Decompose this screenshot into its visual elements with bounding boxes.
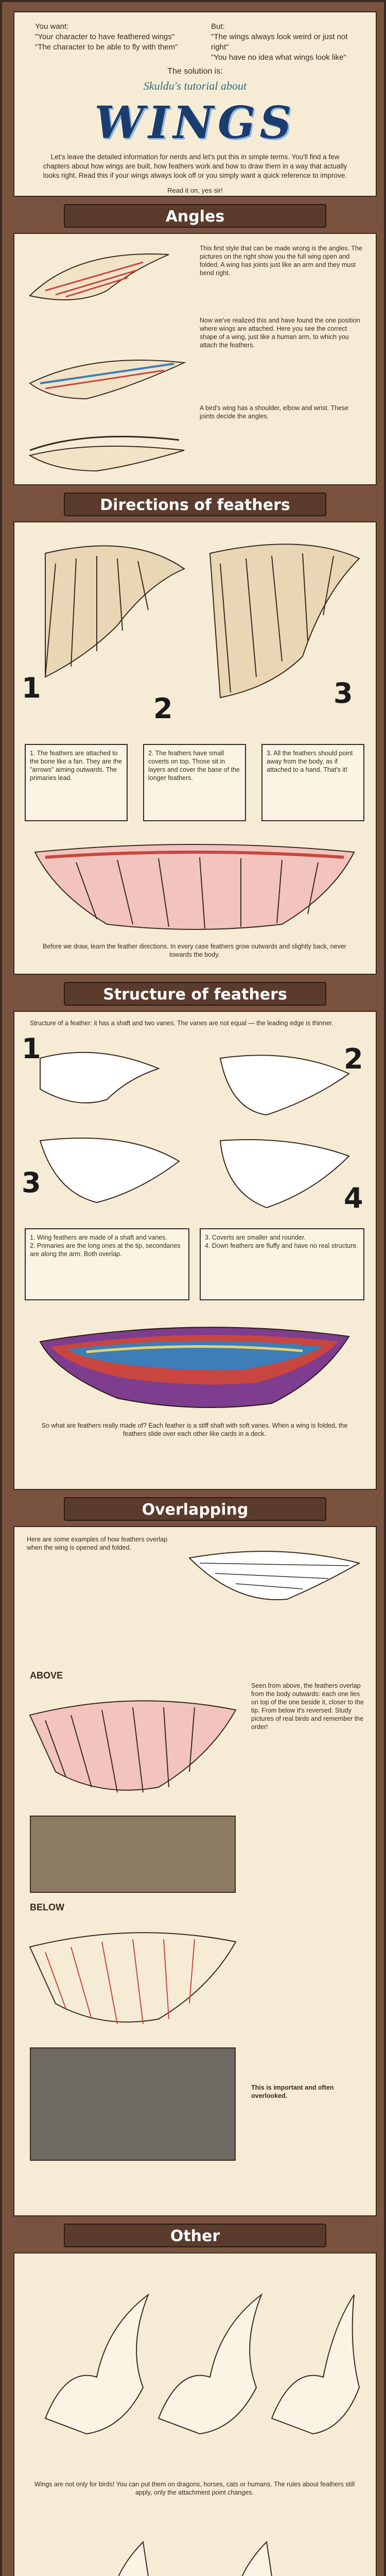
structure-panel	[13, 1011, 377, 1490]
photo-below	[30, 2047, 236, 2161]
directions-panel	[13, 521, 377, 975]
section-banner-overlapping: Overlapping	[64, 1497, 326, 1521]
title-logo: WINGS	[94, 97, 296, 149]
feather-fan-wing-right	[210, 544, 359, 698]
angles-text-3: A bird's wing has a shoulder, elbow and wrist. These joints decide the angles.	[200, 404, 349, 420]
section-banner-directions: Directions of feathers	[64, 493, 326, 516]
caption-3: 3. All the feathers should point away from the body, as if attached to a hand. That's it!	[267, 750, 353, 773]
other-text-1: Wings are not only for birds! You can put them on dragons, horses, cats or humans. The rules about feathers still apply, only the attachment point changes.	[34, 2481, 355, 2496]
below-label: BELOW	[30, 1902, 64, 1912]
quote-right: But: "The wings always look weird or just not right" "You have no idea what wings look like"	[211, 22, 348, 62]
structure-caption-right: 3. Coverts are smaller and rounder. 4. Down feathers are fluffy and have no real structure.	[205, 1234, 358, 1249]
angles-panel	[13, 233, 377, 485]
overlapping-right-text: Seen from above, the feathers overlap from the body outwards: each one lies on top of the one beside it, closer to the tip. From below it's reversed. Study pictures of real birds and remember the order!	[251, 1682, 364, 1731]
header-panel	[13, 11, 377, 197]
section-banner-other: Other	[64, 2224, 326, 2247]
caption-box-3	[261, 744, 364, 821]
structure-caption-left-box	[25, 1228, 189, 1300]
structure-intro: Structure of a feather: it has a shaft and two vanes. The vanes are not equal — the leading edge is thinner.	[30, 1020, 334, 1027]
step-number-1: 1	[22, 672, 41, 704]
directions-illustration	[14, 522, 376, 739]
quote-left: You want: "Your character to have feathered wings" "The character to be able to fly with them"	[35, 22, 178, 52]
structure-caption-right-box	[200, 1228, 364, 1300]
creature-sketches-2	[25, 2521, 364, 2576]
colorful-wing	[35, 1311, 354, 1414]
wing-below-sketch	[25, 1916, 241, 2040]
subtitle: Skuldu's tutorial about	[143, 79, 247, 92]
photo-above	[30, 1816, 236, 1893]
wing-sketch-folded	[30, 360, 184, 399]
caption-box-2	[143, 744, 246, 821]
overlapping-panel	[13, 1526, 377, 2216]
intro-paragraph: Let's leave the detailed information for nerds and let's put this in simple terms. You'll find a few chapters about how wings are built, how feathers work and how to draw them in a way that actually looks right. Read this if your wings always look off or you simply want a quick reference to improve.	[43, 153, 347, 179]
read-on-text: Read it on, yes sir!	[167, 187, 223, 194]
structure-number-4: 4	[344, 1182, 363, 1214]
quote-row	[14, 12, 376, 63]
feather-structure-sketches	[25, 1038, 364, 1223]
angles-text-1: This first style that can be made wrong is the angles. The pictures on the right show you the full wing open and folded. A wing has joints just like an arm and they must bend right.	[200, 245, 362, 277]
overlapping-intro: Here are some examples of how feathers overlap when the wing is opened and folded.	[27, 1536, 168, 1551]
wing-sketch-arm	[30, 436, 184, 471]
caption-box-1	[25, 744, 128, 821]
caption-2: 2. The feathers have small coverts on top. Those sit in layers and cover the base of the longer feathers.	[148, 750, 240, 782]
step-number-3: 3	[334, 677, 353, 709]
overlapping-note: This is important and often overlooked.	[251, 2084, 334, 2099]
wing-above-sketch	[25, 1684, 241, 1808]
step-number-2: 2	[153, 692, 173, 725]
other-panel	[13, 2252, 377, 2576]
section-banner-angles: Angles	[64, 204, 326, 228]
structure-number-2: 2	[344, 1043, 363, 1075]
creature-sketches-1	[25, 2264, 364, 2470]
structure-caption-left: 1. Wing feathers are made of a shaft and vanes. 2. Primaries are the long ones at the tip, secondaries are along the arm. Both overlap.	[30, 1234, 181, 1258]
wing-sketch-open	[30, 254, 169, 300]
solution-line: The solution is:	[167, 67, 223, 76]
full-wing-colored	[25, 832, 364, 935]
angles-text-2: Now we've realized this and have found the one position where wings are attached. Here you see the correct shape of a wing, just like a human arm, to which you attach the feathers.	[200, 317, 360, 349]
structure-number-3: 3	[22, 1166, 41, 1199]
feather-fan-wing	[45, 546, 184, 677]
overlap-sketch-top	[184, 1537, 364, 1615]
above-label: ABOVE	[30, 1670, 63, 1681]
caption-1: 1. The feathers are attached to the bone like a fan. They are the "arrows" aiming outwards. The primaries lead.	[30, 750, 122, 782]
directions-bottom-text: Before we draw, learn the feather directions. In every case feathers grow outwards and slightly back, never towards the body.	[43, 943, 346, 958]
section-banner-structure: Structure of feathers	[64, 982, 326, 1006]
structure-number-1: 1	[22, 1032, 41, 1065]
structure-bottom-text: So what are feathers really made of? Each feather is a stiff shaft with soft vanes. When a wing is folded, the feathers slide over each other like cards in a deck.	[41, 1422, 348, 1437]
